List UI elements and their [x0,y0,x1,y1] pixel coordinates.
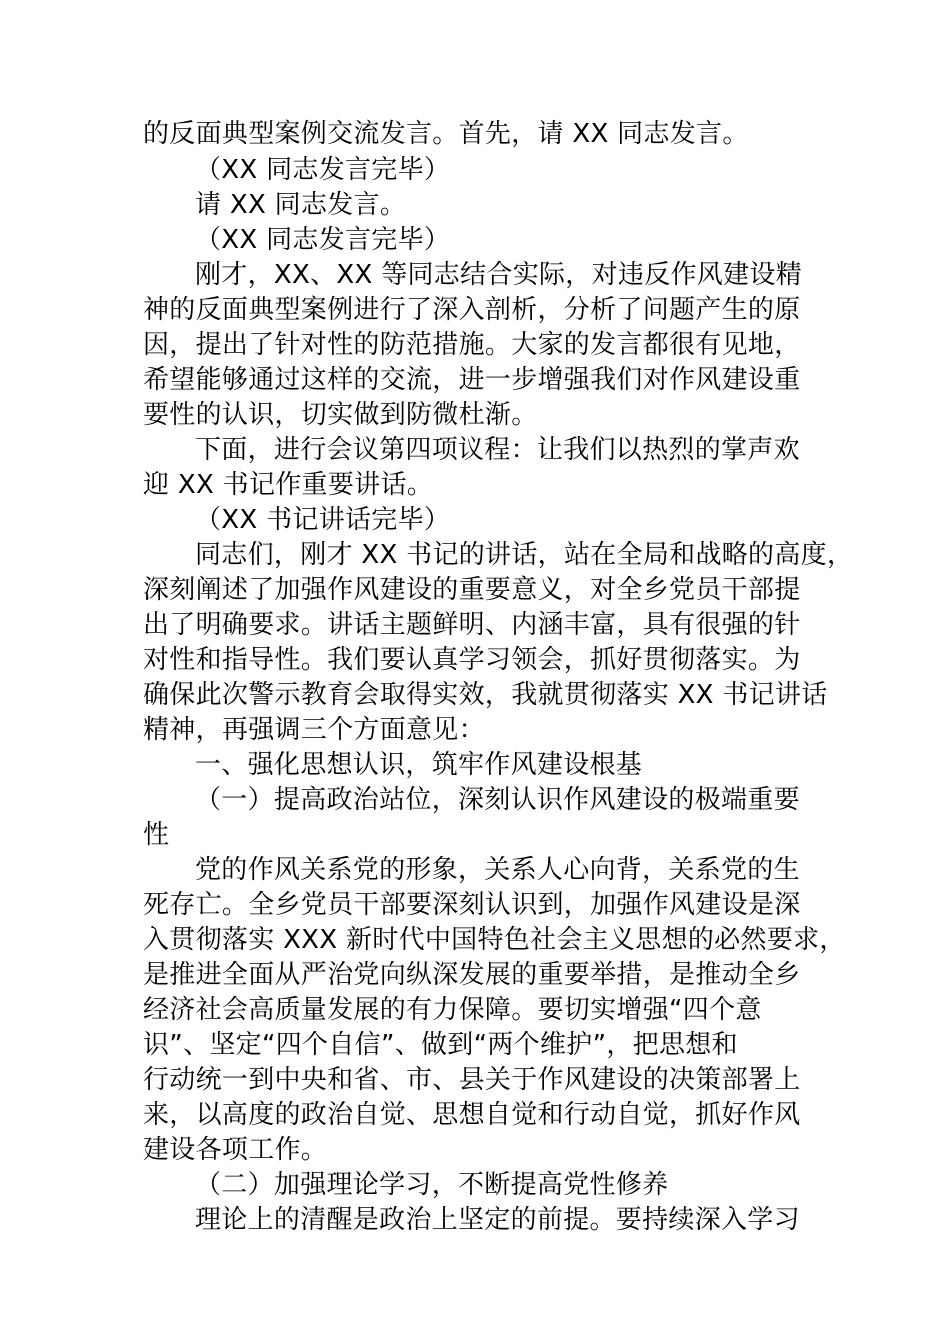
text-line: 理论上的清醒是政治上坚定的前提。要持续深入学习 [195,1205,800,1235]
text-line: 确保此次警示教育会取得实效，我就贯彻落实 XX 书记讲话 [143,680,828,710]
text-line: 请 XX 同志发言。 [195,190,407,220]
subsection-heading: （一）提高政治站位，深刻认识作风建设的极端重要 [195,785,800,815]
text-line: 因，提出了针对性的防范措施。大家的发言都很有见地， [143,330,801,360]
text-line: （XX 同志发言完毕） [195,225,451,255]
text-line: 下面，进行会议第四项议程：让我们以热烈的掌声欢 [195,435,800,465]
text-line: （XX 同志发言完毕） [195,155,451,185]
text-line: 出了明确要求。讲话主题鲜明、内涵丰富，具有很强的针 [143,610,801,640]
text-line: 死存亡。全乡党员干部要深刻认识到，加强作风建设是深 [143,890,801,920]
text-line: 迎 XX 书记作重要讲话。 [143,470,434,500]
text-line: 精神，再强调三个方面意见： [143,715,485,745]
text-line: 建设各项工作。 [143,1135,328,1165]
text-line: 深刻阐述了加强作风建设的重要意义，对全乡党员干部提 [143,575,801,605]
text-line: 刚才，XX、XX 等同志结合实际，对违反作风建设精 [195,260,803,290]
text-line: 入贯彻落实 XXX 新时代中国特色社会主义思想的必然要求， [143,925,846,955]
text-line: 要性的认识，切实做到防微杜渐。 [143,400,538,430]
text-line: 同志们，刚才 XX 书记的讲话，站在全局和战略的高度， [195,540,854,570]
text-line: 神的反面典型案例进行了深入剖析，分析了问题产生的原 [143,295,801,325]
text-line: 来，以高度的政治自觉、思想自觉和行动自觉，抓好作风 [143,1100,801,1130]
section-heading: 一、强化思想认识，筑牢作风建设根基 [195,750,643,780]
text-line: 行动统一到中央和省、市、县关于作风建设的决策部署上 [143,1065,801,1095]
text-line: （XX 书记讲话完毕） [195,505,451,535]
text-line: 识”、坚定“四个自信”、做到“两个维护”，把思想和 [143,1030,738,1060]
text-line: 党的作风关系党的形象，关系人心向背，关系党的生 [195,855,800,885]
text-line: 对性和指导性。我们要认真学习领会，抓好贯彻落实。为 [143,645,801,675]
subsection-heading: 性 [143,820,170,850]
text-line: 是推进全面从严治党向纵深发展的重要举措，是推动全乡 [143,960,801,990]
subsection-heading: （二）加强理论学习，不断提高党性修养 [195,1170,669,1200]
text-line: 的反面典型案例交流发言。首先，请 XX 同志发言。 [143,119,749,149]
text-line: 希望能够通过这样的交流，进一步增强我们对作风建设重 [143,365,801,395]
text-line: 经济社会高质量发展的有力保障。要切实增强“四个意 [143,995,762,1025]
